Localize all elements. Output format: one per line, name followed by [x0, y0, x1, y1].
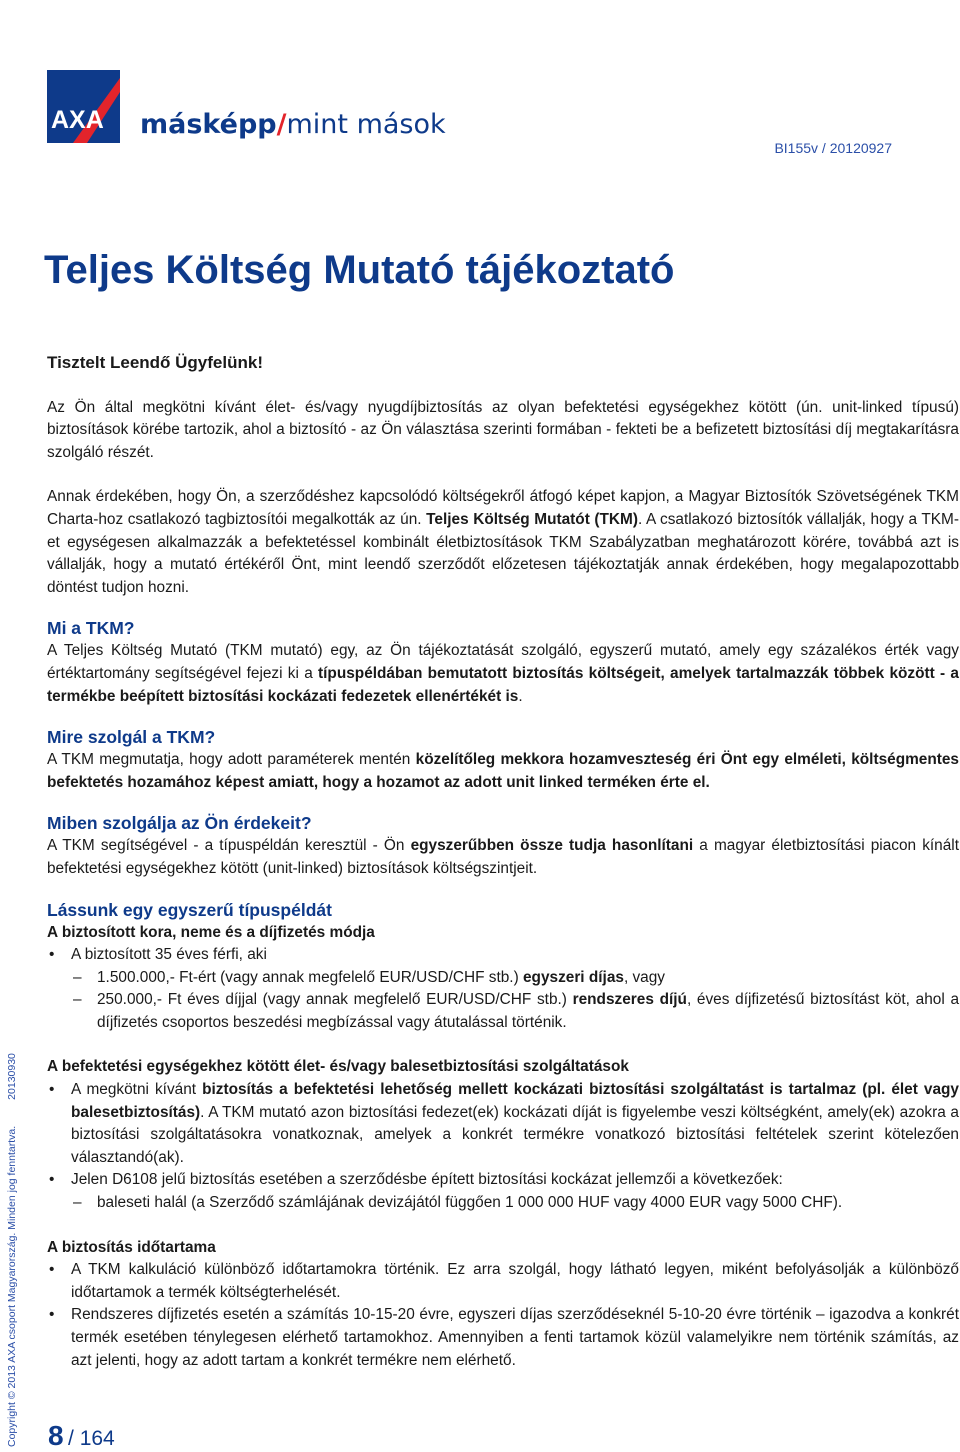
section-benefit — [47, 811, 959, 880]
page-total: / 164 — [68, 1427, 115, 1450]
section-text — [47, 749, 959, 794]
section-text — [47, 640, 959, 708]
text-bold: biztosítás a befektetési lehetőség mellett kockázati biztosítási szolgáltatást is tartalmaz (pl. élet vagy balesetbiztosítás) — [71, 1081, 959, 1121]
text-bold: közelítőleg mekkora hozamveszteség éri Önt egy elméleti, költségmentes befektetés hozamához képest amiatt, hogy a hozamot az adott unit linked terméken érte el. — [47, 751, 959, 791]
slogan — [140, 110, 446, 140]
page-title: Teljes Költség Mutató tájékoztató — [44, 248, 675, 292]
text-1: 1.500.000,- Ft-ért (vagy annak megfelelő EUR/USD/CHF stb.) — [97, 968, 523, 986]
text-1: A TKM megmutatja, hogy adott paraméterek mentén — [47, 751, 416, 769]
text-2: . — [518, 687, 523, 705]
slogan-part-b: mint mások — [286, 109, 446, 140]
subheading-services: A befektetési egységekhez kötött élet- és/vagy balesetbiztosítási szolgáltatások — [47, 1058, 629, 1076]
text-bold: rendszeres díjú — [572, 991, 687, 1009]
copyright-vertical — [6, 1053, 18, 1447]
list-item: – baleseti halál (a Szerződő számlájának devizájától függően 1 000 000 HUF vagy 4000 EUR vagy 5000 CHF). — [47, 1192, 959, 1215]
example-list — [47, 944, 959, 1034]
section-purpose — [47, 725, 959, 794]
section-heading: Lássunk egy egyszerű típuspéldát — [47, 899, 332, 920]
list-item: • A biztosított 35 éves férfi, aki — [47, 944, 959, 967]
charta-text-2: . A csatlakozó biztosítók vállalják, hogy a TKM-et egységesen alkalmazzák a befektetéssel kombinált életbiztosítások TKM Szabályzatban meghatározott körére, továbbá azt is vállalják, hogy a mutató értékéről Önt, mint leendő szerződőt előzetesen tájékoztatják annak érdekében, hogy megalapozottabb döntést tudjon hozni. — [47, 510, 959, 596]
document-id: BI155v / 20120927 — [774, 140, 892, 156]
text-bold: típuspéldában bemutatott biztosítás költségeit, amelyek tartalmazzák többek között - a termékbe beépített biztosítási kockázati fedezetek ellenértékét is — [47, 664, 959, 705]
text-1: A TKM segítségével - a típuspéldán keresztül - Ön — [47, 837, 411, 855]
greeting: Tisztelt Leendő Ügyfelünk! — [47, 353, 263, 372]
intro-paragraph: Az Ön által megkötni kívánt élet- és/vagy nyugdíjbiztosítás az olyan befektetési egységekhez kötött (ún. unit-linked típusú) biztosítások körébe tartozik, ahol a biztosító - az Ön választása szerinti formában - fekteti be a befizetett biztosítási díj megtakarításra szolgáló részét. — [47, 398, 959, 461]
section-heading: Mire szolgál a TKM? — [47, 727, 216, 748]
text-2: , vagy — [623, 968, 665, 986]
list-item: • Jelen D6108 jelű biztosítás esetében a szerződésbe épített biztosítási kockázat jellemzői a következőek: — [47, 1169, 959, 1192]
section-example — [47, 898, 959, 1035]
copyright-text: Copyright © 2013 AXA csoport Magyarország. Minden jog fenntartva. — [6, 1125, 18, 1447]
section-duration — [47, 1237, 959, 1373]
document-body — [47, 352, 959, 1372]
text-1: 250.000,- Ft éves díjjal (vagy annak megfelelő EUR/USD/CHF stb.) — [97, 991, 573, 1009]
list-item — [47, 989, 959, 1034]
section-what-is-tkm — [47, 616, 959, 708]
section-text — [47, 835, 959, 880]
section-heading: Miben szolgálja az Ön érdekeit? — [47, 813, 312, 834]
subheading-duration: A biztosítás időtartama — [47, 1238, 216, 1256]
copyright-date: 20130930 — [6, 1053, 18, 1100]
services-list — [47, 1079, 959, 1215]
text-bold: egyszerűbben össze tudja hasonlítani — [410, 837, 694, 855]
text-1: A megkötni kívánt — [71, 1081, 203, 1099]
duration-list — [47, 1259, 959, 1372]
section-services — [47, 1056, 959, 1214]
section-heading: Mi a TKM? — [47, 618, 135, 639]
text-2: , éves díjfizetésű biztosítást köt, ahol a díjfizetés csoportos beszedési megbízással vagy átutalással történik. — [97, 991, 960, 1031]
axa-logo — [47, 70, 120, 143]
charta-text-1: Annak érdekében, hogy Ön, a szerződéshez kapcsolódó költségekről átfogó képet kapjon, a Magyar Biztosítók Szövetségének TKM Charta-hoz csatlakozó tagbiztosítói megalkották az ún. — [47, 488, 959, 528]
axa-logo-mark — [47, 70, 120, 143]
list-item: • A TKM kalkuláció különböző időtartamokra történik. Ez arra szolgál, hogy látható legyen, miként befolyásolják a különböző időtartamok a termék költségterhelését. — [47, 1259, 959, 1304]
charta-paragraph — [47, 486, 959, 599]
slogan-slash: / — [276, 109, 287, 140]
subheading-insured: A biztosított kora, neme és a díjfizetés módja — [47, 923, 375, 941]
text-bold: egyszeri díjas — [522, 968, 624, 986]
page-number — [48, 1420, 115, 1452]
slogan-part-a: másképp — [140, 109, 277, 140]
list-item — [47, 967, 959, 990]
axa-logo-text: AXA — [51, 106, 104, 134]
text-2: a magyar életbiztosítási piacon kínált befektetési egységekhez kötött (unit-linked) biztosítások költségszintjeit. — [47, 837, 959, 877]
text-1: A Teljes Költség Mutató (TKM mutató) egy, az Ön tájékoztatását szolgáló, egyszerű mutató, amely egy százalékos érték vagy értéktartomány segítségével fejezi ki a — [47, 642, 959, 682]
list-item — [47, 1079, 959, 1169]
list-item: • Rendszeres díjfizetés esetén a számítás 10-15-20 évre, egyszeri díjas szerződéseknél 5-10-20 évre történik – igazodva a konkrét termék esetében ténylegesen elérhető tartamokhoz. Amennyiben a fenti tartamok közül valamelyikre nem történik számítás, az azt jelenti, hogy az adott tartam a konkrét termékre nem elérhető. — [47, 1304, 959, 1372]
page-current: 8 — [48, 1420, 64, 1451]
charta-text-bold: Teljes Költség Mutatót (TKM) — [426, 510, 638, 528]
text-2: . A TKM mutató azon biztosítási fedezet(ek) kockázati díját is figyelembe veszi költségként, amely(ek) azokra a biztosítási szolgáltatásokra vonatkoznak, amelyek a konkrét termékre vonatkozó biztosítási feltételek szerint kötelezően választandó(ak). — [71, 1103, 959, 1166]
